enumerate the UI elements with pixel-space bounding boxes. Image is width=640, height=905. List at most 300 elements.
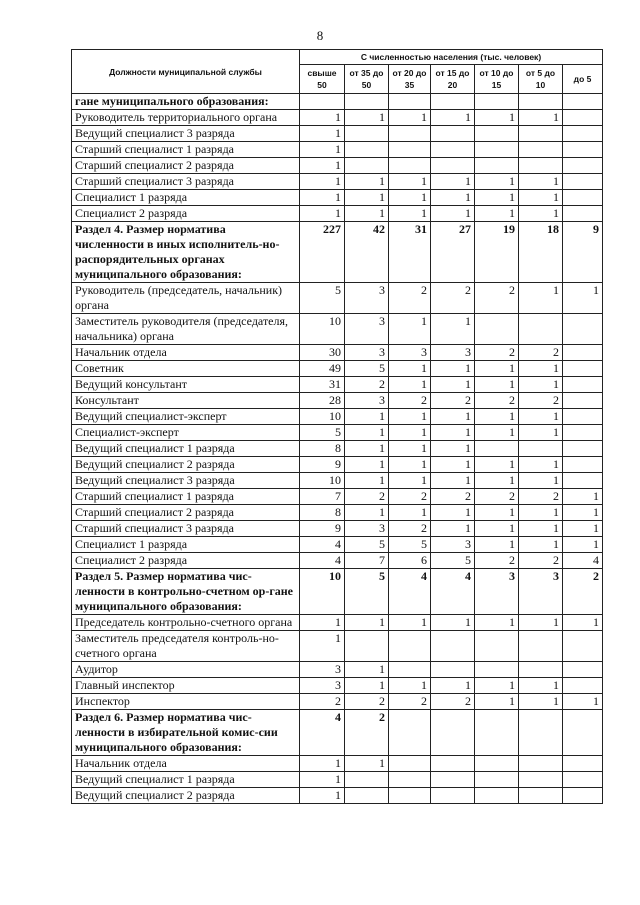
staff-count-cell	[345, 94, 389, 110]
staff-count-cell: 4	[563, 553, 603, 569]
staff-count-cell: 27	[431, 222, 475, 283]
position-column-header: Должности муниципальной службы	[72, 50, 300, 94]
staff-count-cell: 3	[345, 314, 389, 345]
staff-count-cell: 1	[475, 521, 519, 537]
staff-count-cell	[519, 441, 563, 457]
table-row	[72, 345, 603, 361]
staff-count-cell: 10	[300, 569, 345, 615]
position-name: Руководитель территориального органа	[72, 110, 300, 126]
position-name: Старший специалист 1 разряда	[72, 489, 300, 505]
staff-count-cell	[431, 772, 475, 788]
position-name: Специалист 2 разряда	[72, 553, 300, 569]
staff-count-cell	[431, 756, 475, 772]
staff-count-cell: 1	[519, 425, 563, 441]
table-row	[72, 361, 603, 377]
staff-count-cell	[475, 756, 519, 772]
staff-count-cell: 1	[300, 772, 345, 788]
staff-count-cell	[475, 631, 519, 662]
position-name: Ведущий специалист-эксперт	[72, 409, 300, 425]
staff-count-cell: 3	[300, 662, 345, 678]
staff-count-cell: 1	[389, 206, 431, 222]
staff-count-cell: 5	[345, 361, 389, 377]
staff-count-cell: 1	[345, 174, 389, 190]
staff-count-cell	[563, 206, 603, 222]
position-name: Раздел 4. Размер норматива численности в иных исполнитель-но-распорядительных органах муниципального образования:	[72, 222, 300, 283]
staff-count-cell	[519, 158, 563, 174]
staff-count-cell: 3	[431, 537, 475, 553]
staff-count-cell	[563, 126, 603, 142]
staff-count-cell	[475, 772, 519, 788]
section-row	[72, 569, 603, 615]
staff-count-cell: 2	[475, 283, 519, 314]
staff-count-cell: 4	[300, 553, 345, 569]
staff-count-cell: 3	[345, 283, 389, 314]
table-row	[72, 314, 603, 345]
staff-count-cell: 1	[475, 537, 519, 553]
staff-count-cell: 2	[389, 283, 431, 314]
position-name: Специалист-эксперт	[72, 425, 300, 441]
staff-count-cell	[345, 158, 389, 174]
staff-count-cell: 1	[431, 505, 475, 521]
staff-count-cell	[475, 94, 519, 110]
staff-count-cell: 1	[300, 788, 345, 804]
staff-count-cell	[475, 126, 519, 142]
staff-count-cell: 2	[519, 553, 563, 569]
staff-count-cell: 42	[345, 222, 389, 283]
table-row	[72, 505, 603, 521]
position-name: Заместитель председателя контроль-но-счетного органа	[72, 631, 300, 662]
staff-count-cell	[563, 457, 603, 473]
staff-count-cell: 1	[475, 110, 519, 126]
staff-count-cell: 1	[519, 505, 563, 521]
staff-count-cell	[431, 142, 475, 158]
staff-count-cell: 2	[300, 694, 345, 710]
staff-count-cell: 1	[300, 110, 345, 126]
staff-count-cell: 1	[345, 425, 389, 441]
staff-count-cell: 4	[300, 710, 345, 756]
staff-count-cell	[389, 158, 431, 174]
staff-count-cell: 1	[389, 314, 431, 345]
staff-count-cell	[431, 662, 475, 678]
staff-count-cell	[563, 142, 603, 158]
staff-count-cell: 1	[389, 361, 431, 377]
staff-count-cell	[519, 788, 563, 804]
staff-count-cell: 1	[563, 537, 603, 553]
staff-count-cell: 1	[345, 615, 389, 631]
table-row	[72, 126, 603, 142]
staff-count-cell: 1	[519, 206, 563, 222]
staff-count-cell: 1	[389, 441, 431, 457]
staff-count-cell: 1	[389, 409, 431, 425]
column-header: до 5	[563, 65, 603, 94]
table-row	[72, 190, 603, 206]
staff-count-cell	[519, 662, 563, 678]
staff-count-cell: 1	[563, 521, 603, 537]
staff-count-cell: 1	[345, 473, 389, 489]
staff-count-cell	[563, 377, 603, 393]
staff-count-cell	[431, 94, 475, 110]
staff-count-cell: 2	[431, 489, 475, 505]
table-row	[72, 788, 603, 804]
staff-count-cell: 1	[475, 190, 519, 206]
staff-count-cell: 1	[431, 615, 475, 631]
staff-count-cell	[563, 190, 603, 206]
staff-count-cell: 8	[300, 441, 345, 457]
position-name: Главный инспектор	[72, 678, 300, 694]
position-name: Аудитор	[72, 662, 300, 678]
staff-count-cell	[431, 126, 475, 142]
position-name: Советник	[72, 361, 300, 377]
staff-count-cell	[519, 142, 563, 158]
staff-count-cell: 1	[300, 631, 345, 662]
staff-count-cell: 30	[300, 345, 345, 361]
staff-count-cell: 3	[519, 569, 563, 615]
position-name: Специалист 2 разряда	[72, 206, 300, 222]
staff-count-cell	[389, 126, 431, 142]
staff-count-cell: 1	[431, 174, 475, 190]
table-row	[72, 537, 603, 553]
staff-count-cell	[563, 788, 603, 804]
table-row	[72, 678, 603, 694]
table-row	[72, 283, 603, 314]
staff-count-cell	[475, 158, 519, 174]
staff-count-cell: 1	[389, 425, 431, 441]
staff-count-cell: 1	[519, 473, 563, 489]
staff-count-cell: 1	[519, 110, 563, 126]
table-row	[72, 631, 603, 662]
staff-count-cell: 1	[431, 678, 475, 694]
staff-count-cell: 49	[300, 361, 345, 377]
staff-count-cell: 2	[475, 393, 519, 409]
staff-count-cell	[519, 126, 563, 142]
staff-count-cell: 1	[389, 678, 431, 694]
staff-count-cell	[519, 314, 563, 345]
position-name: Специалист 1 разряда	[72, 537, 300, 553]
staff-count-cell: 9	[300, 521, 345, 537]
staff-count-cell: 7	[345, 553, 389, 569]
staff-count-cell	[563, 314, 603, 345]
staff-count-cell: 1	[475, 457, 519, 473]
position-name: Раздел 5. Размер норматива чис-ленности в контрольно-счетном ор-гане муниципального образования:	[72, 569, 300, 615]
table-row	[72, 142, 603, 158]
staff-count-cell: 1	[563, 489, 603, 505]
staff-count-cell: 31	[389, 222, 431, 283]
staff-count-cell: 2	[519, 393, 563, 409]
staff-count-cell	[519, 772, 563, 788]
staff-count-cell	[345, 772, 389, 788]
table-row	[72, 425, 603, 441]
staff-count-cell: 1	[389, 505, 431, 521]
population-group-header: С численностью населения (тыс. человек)	[300, 50, 603, 65]
table-row	[72, 393, 603, 409]
staff-count-cell: 8	[300, 505, 345, 521]
staff-count-cell: 2	[431, 694, 475, 710]
position-name: Ведущий специалист 3 разряда	[72, 126, 300, 142]
staff-count-cell: 1	[431, 206, 475, 222]
staff-count-cell	[563, 662, 603, 678]
staff-count-cell: 19	[475, 222, 519, 283]
staff-count-cell	[563, 94, 603, 110]
staff-count-cell: 2	[389, 521, 431, 537]
table-row	[72, 377, 603, 393]
position-name: Руководитель (председатель, начальник) органа	[72, 283, 300, 314]
staff-count-cell: 2	[431, 393, 475, 409]
staff-count-cell: 1	[431, 377, 475, 393]
staff-count-cell	[563, 756, 603, 772]
table-row	[72, 457, 603, 473]
staff-count-cell: 1	[519, 615, 563, 631]
table-body	[72, 94, 603, 804]
staff-count-cell: 2	[345, 694, 389, 710]
staff-count-cell: 1	[300, 206, 345, 222]
position-name: Старший специалист 2 разряда	[72, 505, 300, 521]
table-row	[72, 206, 603, 222]
staff-count-cell: 1	[431, 521, 475, 537]
table-row	[72, 473, 603, 489]
staff-count-cell: 4	[389, 569, 431, 615]
staff-count-cell	[431, 631, 475, 662]
staff-count-cell: 2	[475, 345, 519, 361]
staff-count-cell: 1	[345, 678, 389, 694]
staff-count-cell	[475, 142, 519, 158]
column-header: от 20 до 35	[389, 65, 431, 94]
staff-count-cell: 1	[300, 190, 345, 206]
staff-count-cell: 227	[300, 222, 345, 283]
section-row	[72, 222, 603, 283]
position-name: Ведущий специалист 1 разряда	[72, 441, 300, 457]
staff-count-cell	[563, 361, 603, 377]
staff-count-cell: 1	[345, 457, 389, 473]
table-row	[72, 694, 603, 710]
staff-count-cell	[431, 158, 475, 174]
position-name: Специалист 1 разряда	[72, 190, 300, 206]
staff-count-cell	[389, 756, 431, 772]
position-name: Начальник отдела	[72, 756, 300, 772]
staffing-norms-table	[71, 49, 603, 804]
staff-count-cell	[475, 441, 519, 457]
staff-count-cell: 2	[563, 569, 603, 615]
staff-count-cell	[345, 788, 389, 804]
staff-count-cell: 2	[519, 489, 563, 505]
staff-count-cell: 5	[389, 537, 431, 553]
column-header: от 35 до 50	[345, 65, 389, 94]
staff-count-cell: 1	[431, 457, 475, 473]
staff-count-cell: 1	[519, 190, 563, 206]
staff-count-cell: 3	[345, 521, 389, 537]
staff-count-cell: 1	[475, 505, 519, 521]
staff-count-cell: 1	[431, 473, 475, 489]
position-name: гане муниципального образования:	[72, 94, 300, 110]
staff-count-cell: 1	[345, 441, 389, 457]
position-name: Старший специалист 2 разряда	[72, 158, 300, 174]
staff-count-cell	[519, 631, 563, 662]
position-name: Заместитель руководителя (председателя, начальника) органа	[72, 314, 300, 345]
staff-count-cell: 1	[475, 615, 519, 631]
staff-count-cell: 1	[389, 377, 431, 393]
position-name: Старший специалист 1 разряда	[72, 142, 300, 158]
staff-count-cell	[563, 441, 603, 457]
staff-count-cell	[563, 631, 603, 662]
staff-count-cell: 1	[563, 505, 603, 521]
staff-count-cell: 2	[519, 345, 563, 361]
staff-count-cell: 3	[345, 345, 389, 361]
staff-count-cell: 1	[431, 314, 475, 345]
staff-count-cell: 2	[389, 489, 431, 505]
staff-count-cell: 1	[300, 615, 345, 631]
column-header: от 10 до 15	[475, 65, 519, 94]
staff-count-cell: 5	[431, 553, 475, 569]
table-row	[72, 756, 603, 772]
staff-count-cell: 1	[431, 361, 475, 377]
staff-count-cell	[563, 409, 603, 425]
table-row	[72, 772, 603, 788]
staff-count-cell: 10	[300, 473, 345, 489]
staff-count-cell: 1	[431, 441, 475, 457]
position-name: Инспектор	[72, 694, 300, 710]
staff-count-cell	[389, 772, 431, 788]
staff-count-cell: 1	[389, 457, 431, 473]
staff-count-cell: 1	[431, 110, 475, 126]
staff-count-cell	[475, 314, 519, 345]
staff-count-cell: 1	[300, 142, 345, 158]
staff-count-cell: 2	[345, 377, 389, 393]
staff-count-cell: 5	[300, 283, 345, 314]
staff-count-cell: 1	[519, 457, 563, 473]
staff-count-cell	[345, 631, 389, 662]
position-name: Ведущий специалист 2 разряда	[72, 788, 300, 804]
staff-count-cell	[345, 142, 389, 158]
position-name: Старший специалист 3 разряда	[72, 174, 300, 190]
staff-count-cell: 1	[563, 694, 603, 710]
staff-count-cell: 9	[563, 222, 603, 283]
staff-count-cell	[563, 772, 603, 788]
staff-count-cell	[389, 710, 431, 756]
staff-count-cell: 3	[389, 345, 431, 361]
staff-count-cell	[563, 174, 603, 190]
staff-count-cell: 1	[475, 361, 519, 377]
staff-count-cell: 1	[345, 662, 389, 678]
table-row	[72, 553, 603, 569]
staff-count-cell: 3	[345, 393, 389, 409]
staff-count-cell: 1	[300, 756, 345, 772]
table-row	[72, 615, 603, 631]
staff-count-cell	[475, 788, 519, 804]
staff-count-cell: 1	[389, 110, 431, 126]
staff-count-cell: 18	[519, 222, 563, 283]
staff-count-cell	[563, 158, 603, 174]
staff-count-cell	[563, 710, 603, 756]
staff-count-cell: 1	[475, 409, 519, 425]
staff-count-cell: 2	[475, 553, 519, 569]
staff-count-cell: 1	[389, 174, 431, 190]
position-name: Ведущий специалист 2 разряда	[72, 457, 300, 473]
staff-count-cell: 10	[300, 409, 345, 425]
staff-count-cell: 1	[431, 190, 475, 206]
staff-count-cell: 1	[475, 473, 519, 489]
staff-count-cell	[475, 662, 519, 678]
staff-count-cell: 5	[345, 537, 389, 553]
staff-count-cell: 9	[300, 457, 345, 473]
staff-count-cell: 7	[300, 489, 345, 505]
staff-count-cell	[389, 631, 431, 662]
staff-count-cell: 31	[300, 377, 345, 393]
staff-count-cell: 1	[300, 126, 345, 142]
staff-count-cell: 2	[345, 710, 389, 756]
position-name: Раздел 6. Размер норматива чис-ленности в избирательной комис-сии муниципального образования:	[72, 710, 300, 756]
staff-count-cell	[300, 94, 345, 110]
position-name: Ведущий консультант	[72, 377, 300, 393]
staff-count-cell	[389, 788, 431, 804]
staff-count-cell: 1	[345, 756, 389, 772]
staff-count-cell	[519, 756, 563, 772]
staff-count-cell: 1	[345, 505, 389, 521]
staff-count-cell: 1	[519, 361, 563, 377]
table-row	[72, 174, 603, 190]
staff-count-cell	[389, 662, 431, 678]
staff-count-cell: 1	[300, 174, 345, 190]
staff-count-cell: 2	[389, 393, 431, 409]
staff-count-cell	[563, 678, 603, 694]
staff-count-cell: 2	[431, 283, 475, 314]
staff-count-cell: 1	[345, 206, 389, 222]
staff-count-cell	[475, 710, 519, 756]
staff-count-cell: 1	[345, 409, 389, 425]
staff-count-cell: 1	[300, 158, 345, 174]
table-row	[72, 521, 603, 537]
staff-count-cell	[345, 126, 389, 142]
staff-count-cell	[563, 473, 603, 489]
staff-count-cell: 1	[389, 473, 431, 489]
staff-count-cell: 1	[563, 615, 603, 631]
staff-count-cell: 1	[519, 409, 563, 425]
staff-count-cell: 5	[300, 425, 345, 441]
staff-count-cell	[431, 710, 475, 756]
staff-count-cell: 1	[389, 615, 431, 631]
staff-count-cell: 3	[475, 569, 519, 615]
staff-count-cell: 1	[475, 174, 519, 190]
column-header: от 5 до 10	[519, 65, 563, 94]
staff-count-cell: 2	[475, 489, 519, 505]
position-name: Старший специалист 3 разряда	[72, 521, 300, 537]
position-name: Председатель контрольно-счетного органа	[72, 615, 300, 631]
staff-count-cell: 28	[300, 393, 345, 409]
staff-count-cell: 1	[519, 678, 563, 694]
section-row	[72, 710, 603, 756]
staff-count-cell: 3	[431, 345, 475, 361]
table-row	[72, 441, 603, 457]
staff-count-cell: 1	[519, 377, 563, 393]
position-name: Консультант	[72, 393, 300, 409]
staff-count-cell: 6	[389, 553, 431, 569]
staff-count-cell	[563, 110, 603, 126]
position-name: Ведущий специалист 1 разряда	[72, 772, 300, 788]
staff-count-cell	[389, 142, 431, 158]
staff-count-cell: 1	[519, 283, 563, 314]
staff-count-cell: 4	[300, 537, 345, 553]
staff-count-cell: 1	[519, 174, 563, 190]
staff-count-cell	[519, 710, 563, 756]
staff-count-cell: 1	[475, 206, 519, 222]
staff-count-cell	[389, 94, 431, 110]
staff-count-cell	[431, 788, 475, 804]
section-row	[72, 94, 603, 110]
staff-count-cell: 1	[389, 190, 431, 206]
staff-count-cell: 10	[300, 314, 345, 345]
table-row	[72, 158, 603, 174]
column-header: свыше 50	[300, 65, 345, 94]
staff-count-cell: 1	[345, 110, 389, 126]
staff-count-cell: 1	[475, 678, 519, 694]
